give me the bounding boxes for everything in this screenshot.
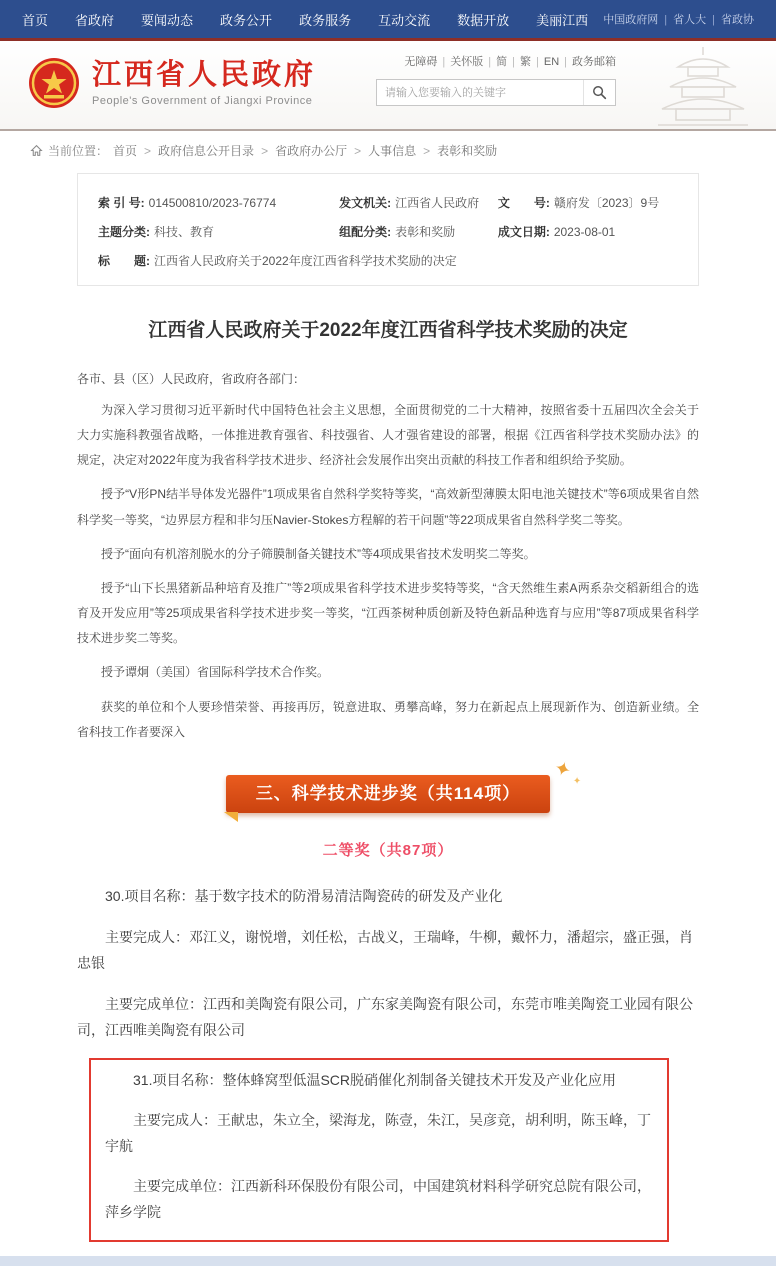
document-paragraph: 授予“面向有机溶剂脱水的分子筛膜制备关键技术”等4项成果省技术发明奖二等奖。 [101, 546, 536, 561]
document-paragraph: 获奖的单位和个人要珍惜荣誉、再接再厉，锐意进取、勇攀高峰，努力在新起点上展现新作为、创造新业绩。全省科技工作者要深入 [77, 699, 699, 739]
meta-issuing-agency: 发文机关: 江西省人民政府 [339, 196, 480, 210]
breadcrumb-personnel-info[interactable]: 人事信息 [368, 144, 417, 158]
document-content [77, 173, 699, 1256]
award-30-project-name: 30.项目名称：基于数字技术的防滑易清洁陶瓷砖的研发及产业化 [105, 888, 503, 905]
search-box [376, 79, 616, 106]
award-31-main-contributors: 主要完成人：王献忠，朱立全，梁海龙，陈壹，朱江，吴彦竞，胡利明，陈玉峰，丁宇航 [105, 1112, 651, 1155]
meta-document-number: 文 号: 赣府发〔2023〕9号 [497, 196, 660, 210]
nav-item-govt-affairs-open[interactable]: 政务公开 [220, 12, 273, 28]
nav-item-home[interactable]: 首页 [22, 12, 49, 28]
meta-group-category: 组配分类: 表彰和奖励 [339, 225, 456, 239]
breadcrumb-general-office[interactable]: 省政府办公厅 [275, 144, 348, 158]
national-emblem-logo [28, 57, 80, 109]
breadcrumb [0, 131, 776, 169]
sparkle-icon: ✦ [551, 756, 576, 784]
breadcrumb-label: 当前位置： [48, 144, 109, 158]
link-provincial-cppcc[interactable]: 省政协 [721, 14, 754, 26]
site-title-group [92, 59, 316, 107]
breadcrumb-commendation-awards[interactable]: 表彰和奖励 [437, 144, 498, 158]
breadcrumb-separator: > [354, 143, 362, 158]
link-china-gov[interactable]: 中国政府网 | [603, 11, 673, 27]
nav-item-provincial-govt[interactable]: 省政府 [75, 12, 115, 28]
link-simplified-chinese[interactable]: 简 | [496, 56, 520, 68]
footer-strip [0, 1256, 776, 1266]
site-title-english: People's Government of Jiangxi Province [92, 95, 313, 108]
nav-external-links [603, 11, 754, 27]
link-govt-mailbox[interactable]: 政务邮箱 [572, 56, 616, 68]
link-care-mode[interactable]: 关怀版 | [450, 56, 496, 68]
breadcrumb-separator: > [261, 143, 269, 158]
site-brand[interactable] [28, 57, 316, 109]
site-header [0, 41, 776, 129]
meta-title: 标 题: 江西省人民政府关于2022年度江西省科学技术奖励的决定 [98, 254, 457, 268]
home-icon [30, 144, 43, 157]
breadcrumb-separator: > [144, 143, 152, 158]
document-paragraph: 授予“山下长黑猪新品种培育及推广”等2项成果省科学技术进步奖特等奖，“含天然维生素A两系杂交稻新组合的选育及开发应用”等25项成果省科学技术进步奖一等奖，“江西茶树种质创新及特色新品种选育与应用”等87项成果省科学技术进步奖二等奖。 [77, 580, 699, 646]
document-salutation: 各市、县（区）人民政府，省政府各部门： [77, 371, 306, 386]
breadcrumb-separator: > [423, 143, 431, 158]
award-banner-text: 三、科学技术进步奖（共114项） [255, 784, 521, 804]
link-accessibility[interactable]: 无障碍 | [404, 56, 450, 68]
breadcrumb-home[interactable]: 首页 [113, 144, 138, 158]
nav-menu [22, 10, 588, 29]
nav-item-news[interactable]: 要闻动态 [141, 12, 194, 28]
award-banner-wrap [77, 756, 699, 813]
meta-issue-date: 成文日期: 2023-08-01 [497, 225, 616, 239]
search-button[interactable] [583, 80, 615, 105]
nav-item-open-data[interactable]: 数据开放 [457, 12, 510, 28]
document-meta-box [77, 173, 699, 286]
site-title: 江西省人民政府 [92, 58, 317, 91]
link-provincial-peoples-congress[interactable]: 省人大 | [673, 11, 721, 27]
meta-index-number: 索 引 号: 014500810/2023-76774 [98, 196, 277, 210]
award-30-main-contributors: 主要完成人：邓江义，谢悦增，刘任松，古战义，王瑞峰，牛柳，戴怀力，潘超宗，盛正强，肖忠银 [77, 928, 693, 971]
top-navigation [0, 0, 776, 38]
search-icon [592, 85, 607, 100]
document-title: 江西省人民政府关于2022年度江西省科学技术奖励的决定 [148, 320, 628, 341]
award-31-project-name: 31.项目名称：整体蜂窝型低温SCR脱硝催化剂制备关键技术开发及产业化应用 [133, 1072, 617, 1089]
award-item-31-highlighted [89, 1058, 669, 1241]
award-31-main-organizations: 主要完成单位：江西新科环保股份有限公司，中国建筑材料科学研究总院有限公司，萍乡学院 [105, 1178, 651, 1221]
award-item-30 [77, 884, 699, 1043]
meta-theme-category: 主题分类: 科技、教育 [98, 225, 215, 239]
nav-item-govt-services[interactable]: 政务服务 [299, 12, 352, 28]
document-paragraph: 授予“V形PN结半导体发光器件”1项成果省自然科学奖特等奖，“高效新型薄膜太阳电池关键技术”等6项成果省自然科学奖一等奖，“边界层方程和非匀压Navier-Stokes方程解的若干问题”等22项成果省自然科学奖二等奖。 [77, 487, 699, 527]
document-paragraph: 为深入学习贯彻习近平新时代中国特色社会主义思想，全面贯彻党的二十大精神，按照省委十五届四次全会关于大力实施科教强省战略，一体推进教育强省、科技强省、人才强省建设的部署，根据《江西省科学技术奖励办法》的规定，决定对2022年度为我省科学技术进步、经济社会发展作出突出贡献的科技工作者和组织给予奖励。 [77, 402, 699, 468]
nav-item-beautiful-jiangxi[interactable]: 美丽江西 [536, 12, 589, 28]
breadcrumb-info-catalog[interactable]: 政府信息公开目录 [158, 144, 255, 158]
ribbon-fold-decoration [224, 812, 238, 822]
link-english[interactable]: EN | [544, 56, 572, 68]
nav-item-interaction[interactable]: 互动交流 [378, 12, 431, 28]
header-tools [316, 53, 616, 106]
award-30-main-organizations: 主要完成单位：江西和美陶瓷有限公司，广东家美陶瓷有限公司，东莞市唯美陶瓷工业园有限公司，江西唯美陶瓷有限公司 [77, 995, 693, 1038]
document-paragraph: 授予谭炯（美国）省国际科学技术合作奖。 [101, 665, 330, 680]
link-traditional-chinese[interactable]: 繁 | [520, 56, 544, 68]
award-section-banner [226, 756, 583, 813]
award-subtitle: 二等奖（共87项） [322, 842, 454, 860]
pavilion-illustration [648, 45, 758, 129]
sparkle-small-icon: ✦ [572, 776, 583, 788]
quick-links [316, 53, 616, 69]
search-input[interactable] [377, 80, 583, 105]
